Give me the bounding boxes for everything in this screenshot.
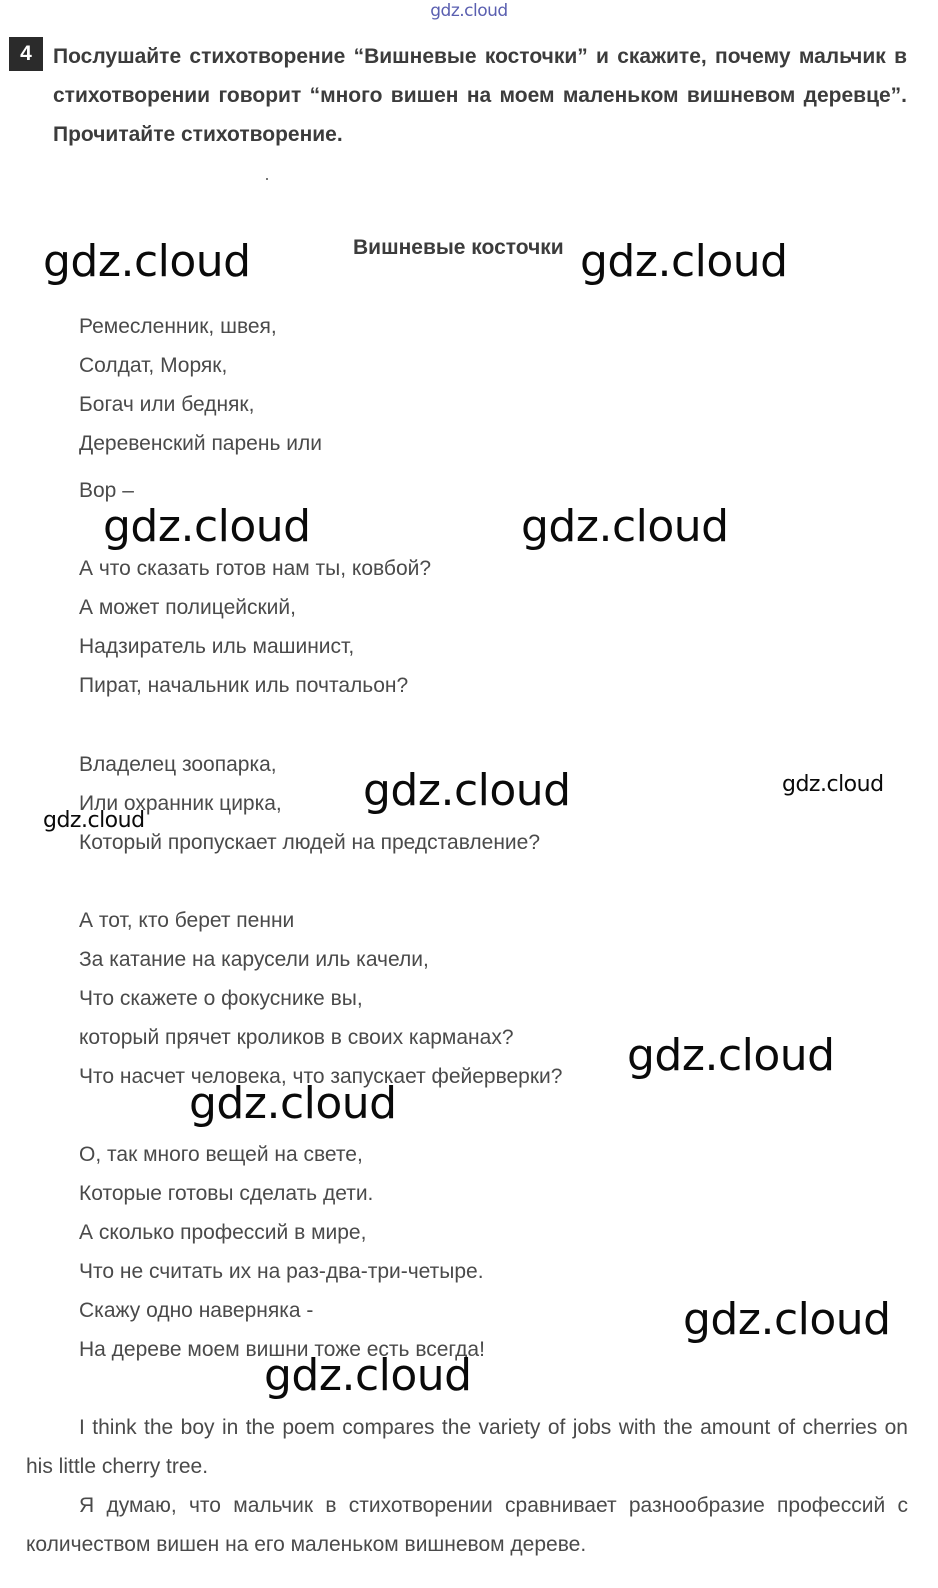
watermark: gdz.cloud: [43, 236, 251, 287]
poem-line: А сколько профессий в мире,: [79, 1221, 367, 1244]
stray-dot: [266, 178, 268, 180]
poem-line: Пират, начальник иль почтальон?: [79, 674, 409, 697]
poem-line: Владелец зоопарка,: [79, 753, 277, 776]
answer-english: I think the boy in the poem compares the variety of jobs with the amount of cherries on his little cherry tree.: [26, 1416, 908, 1478]
poem-line: который прячет кроликов в своих карманах?: [79, 1026, 514, 1049]
poem-line: Или охранник цирка,: [79, 792, 282, 815]
poem-line: Которые готовы сделать дети.: [79, 1182, 374, 1205]
watermark: gdz.cloud: [43, 808, 145, 833]
poem-line: Что не считать их на раз-два-три-четыре.: [79, 1260, 484, 1283]
answer-russian: Я думаю, что мальчик в стихотворении сравнивает разнообразие профессий с количеством вишен на его маленьком вишневом дереве.: [26, 1494, 908, 1556]
header-watermark: gdz.cloud: [430, 1, 508, 21]
poem-line: Что насчет человека, что запускает фейерверки?: [79, 1065, 563, 1088]
watermark: gdz.cloud: [189, 1078, 397, 1129]
watermark: gdz.cloud: [521, 501, 729, 552]
poem-line: О, так много вещей на свете,: [79, 1143, 363, 1166]
poem-line: А тот, кто берет пенни: [79, 909, 295, 932]
watermark: gdz.cloud: [782, 772, 884, 797]
watermark: gdz.cloud: [580, 236, 788, 287]
poem-line: Надзиратель иль машинист,: [79, 635, 355, 658]
poem-line: Богач или бедняк,: [79, 393, 255, 416]
poem-line: Скажу одно наверняка -: [79, 1299, 314, 1322]
poem-line: А может полицейский,: [79, 596, 296, 619]
poem-line: Который пропускает людей на представление?: [79, 831, 541, 854]
poem-line: А что сказать готов нам ты, ковбой?: [79, 557, 432, 580]
watermark: gdz.cloud: [363, 765, 571, 816]
poem-line: Деревенский парень или: [79, 432, 322, 455]
task-number-badge: 4: [9, 37, 43, 71]
watermark: gdz.cloud: [627, 1030, 835, 1081]
poem-line: Ремесленник, швея,: [79, 315, 277, 338]
watermark: gdz.cloud: [103, 501, 311, 552]
poem-line: За катание на карусели иль качели,: [79, 948, 429, 971]
poem-line: Солдат, Моряк,: [79, 354, 228, 377]
watermark: gdz.cloud: [264, 1350, 472, 1401]
task-instruction: Послушайте стихотворение “Вишневые косточки” и скажите, почему мальчик в стихотворении говорит “много вишен на моем маленьком вишневом деревце”. Прочитайте стихотворение.: [53, 45, 907, 146]
poem-line: Что скажете о фокуснике вы,: [79, 987, 363, 1010]
poem-line: Вор –: [79, 479, 134, 502]
poem-title: Вишневые косточки: [353, 236, 564, 259]
watermark: gdz.cloud: [683, 1294, 891, 1345]
poem-line: На дереве моем вишни тоже есть всегда!: [79, 1338, 485, 1361]
